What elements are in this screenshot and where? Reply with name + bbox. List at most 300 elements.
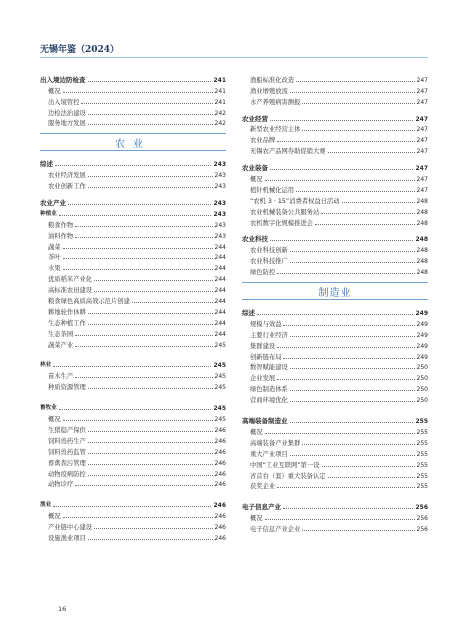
dot-leader	[342, 202, 415, 203]
spacer	[40, 488, 226, 498]
dot-leader	[290, 368, 415, 369]
toc-entry-page: 241	[214, 87, 226, 95]
toc-entry-page: 247	[416, 98, 428, 106]
toc-entry	[40, 359, 226, 370]
dot-leader	[68, 204, 211, 205]
toc-entry	[242, 425, 428, 436]
spacer	[242, 404, 428, 414]
toc-entry-page: 249	[416, 342, 428, 350]
dot-leader	[270, 169, 413, 170]
dot-leader	[132, 302, 213, 303]
toc-entry-page: 250	[416, 386, 428, 394]
toc-entry-label: 中国“工业互联网”第一设	[250, 461, 320, 469]
toc-entry-page: 241	[214, 98, 226, 106]
dot-leader	[88, 187, 213, 188]
toc-entry-label: 概况	[250, 176, 263, 184]
toc-entry-label: 植针机械化运用	[250, 186, 295, 194]
toc-entry-label: 茶叶	[48, 254, 61, 262]
toc-entry-label: 创新链布局	[250, 353, 282, 361]
toc-entry-page: 250	[416, 375, 428, 383]
toc-entry-page: 247	[416, 148, 428, 156]
toc-entry	[40, 509, 226, 520]
toc-entry	[242, 317, 428, 328]
toc-entry-page: 247	[416, 126, 428, 134]
toc-entry-page: 246	[214, 470, 226, 478]
toc-entry-page: 247	[415, 115, 428, 123]
section-banner-title: 农业	[115, 138, 151, 150]
dot-leader	[75, 335, 212, 336]
toc-entry-page: 246	[214, 534, 226, 542]
dot-leader	[283, 325, 414, 326]
toc-entry-label: 规模与效益	[250, 320, 282, 328]
dot-leader	[290, 92, 415, 93]
toc-entry-page: 244	[214, 276, 226, 284]
dot-leader	[63, 420, 213, 421]
toc-entry-page: 247	[416, 87, 428, 95]
toc-entry-page: 243	[214, 221, 226, 229]
toc-entry-label: 渔船标准化改造	[250, 76, 295, 84]
dot-leader	[265, 519, 415, 520]
section-banner-agriculture	[40, 127, 226, 157]
toc-entry	[40, 261, 226, 272]
toc-entry	[242, 511, 428, 522]
banner-rule	[40, 150, 226, 151]
toc-entry-label: 畜牧业	[40, 405, 57, 412]
toc-entry	[242, 500, 428, 511]
toc-entry-label: 重大产业项目	[250, 450, 288, 458]
toc-entry	[242, 328, 428, 339]
toc-entry-label: 农业科技推广	[250, 258, 288, 266]
dot-leader	[88, 176, 213, 177]
toc-entry	[242, 371, 428, 382]
dot-leader	[63, 269, 213, 270]
dot-leader	[88, 81, 212, 82]
toc-entry	[242, 361, 428, 372]
toc-entry-page: 241	[213, 76, 226, 84]
toc-entry	[242, 233, 428, 244]
toc-entry	[242, 339, 428, 350]
toc-entry-label: “农机 3 · 15”消费者权益日活动	[250, 197, 340, 205]
toc-entry-page: 248	[416, 197, 428, 205]
toc-entry-page: 246	[214, 524, 226, 532]
toc-entry-label: 农业创新工作	[48, 183, 86, 191]
toc-entry-label: 农业产业	[40, 199, 66, 208]
dot-leader	[88, 453, 213, 454]
toc-entry	[242, 161, 428, 172]
dot-leader	[296, 81, 414, 82]
toc-entry-label: 出入境管控	[48, 98, 80, 106]
dot-leader	[328, 477, 415, 478]
dot-leader	[53, 366, 211, 367]
toc-group	[40, 359, 226, 392]
toc-group	[40, 196, 226, 348]
toc-entry-label: 种质资源管理	[48, 384, 86, 392]
toc-entry-label: 主要行业经济	[250, 331, 288, 339]
dot-leader	[94, 291, 212, 292]
toc-entry-label: 饲料兽药监管	[48, 448, 86, 456]
toc-group	[242, 73, 428, 106]
toc-entry-label: 粮食作物	[48, 221, 74, 229]
banner-rule	[242, 299, 428, 300]
toc-group	[40, 401, 226, 488]
toc-entry	[242, 447, 428, 458]
toc-entry	[242, 216, 428, 227]
toc-entry-page: 244	[214, 287, 226, 295]
toc-entry-label: 生猪稳产保供	[48, 426, 86, 434]
toc-entry-label: 出入境边防检查	[40, 75, 86, 84]
toc-entry-page: 255	[416, 483, 428, 491]
toc-entry	[40, 434, 226, 445]
toc-entry-label: 蔬菜	[48, 243, 61, 251]
dot-leader	[290, 455, 415, 456]
dot-leader	[75, 377, 212, 378]
toc-entry-label: 企业发展	[250, 375, 276, 383]
toc-entry-label: 饲料兽药生产	[48, 437, 86, 445]
toc-entry-page: 256	[416, 515, 428, 523]
toc-entry	[40, 117, 226, 128]
toc-entry-label: 无锡农产品网券助促销大赛	[250, 148, 326, 156]
toc-entry-label: 概况	[48, 416, 61, 424]
toc-entry	[40, 179, 226, 190]
toc-entry-label: 农机数字化规模推进会	[250, 219, 313, 227]
toc-entry-label: 渔业	[40, 502, 52, 509]
toc-entry	[242, 480, 428, 491]
dot-leader	[290, 251, 415, 252]
toc-entry	[40, 478, 226, 489]
toc-group	[40, 73, 226, 127]
toc-entry-page: 249	[415, 310, 428, 318]
toc-entry	[242, 458, 428, 469]
toc-entry	[40, 294, 226, 305]
toc-entry-label: 绿色制造体系	[250, 386, 288, 394]
toc-entry-label: 绿色防控	[250, 269, 276, 277]
toc-entry	[40, 218, 226, 229]
toc-entry-label: 粮食绿色高质高效示范片创建	[48, 298, 130, 306]
toc-entry	[242, 382, 428, 393]
toc-entry	[40, 369, 226, 380]
toc-entry	[40, 327, 226, 338]
toc-entry	[242, 172, 428, 183]
banner-rule	[242, 282, 428, 283]
toc-entry-label: 集群建设	[250, 342, 276, 350]
dot-leader	[283, 508, 413, 509]
toc-entry-label: 农业品牌	[250, 137, 276, 145]
toc-entry	[242, 112, 428, 123]
dot-leader	[59, 409, 212, 410]
toc-entry-page: 255	[416, 428, 428, 436]
toc-entry	[40, 316, 226, 327]
toc-entry-page: 242	[214, 109, 226, 117]
toc-entry	[40, 168, 226, 179]
dot-leader	[321, 213, 414, 214]
toc-entry	[242, 194, 428, 205]
toc-entry-label: 概况	[48, 513, 61, 521]
toc-entry-label: 生态种植工作	[48, 319, 86, 327]
dot-leader	[88, 464, 213, 465]
dot-leader	[88, 124, 213, 125]
toc-entry	[242, 414, 428, 425]
toc-entry-label: 农业装备	[242, 164, 268, 173]
toc-entry	[242, 144, 428, 155]
dot-leader	[75, 346, 212, 347]
toc-entry	[242, 436, 428, 447]
toc-entry-label: 水产养殖病害测报	[250, 98, 301, 106]
dot-leader	[270, 120, 413, 121]
toc-entry-label: 获奖企业	[250, 483, 276, 491]
toc-entry-page: 244	[214, 298, 226, 306]
toc-entry-page: 245	[214, 341, 226, 349]
dot-leader	[257, 314, 413, 315]
toc-entry-label: 农业科技创新	[250, 247, 288, 255]
toc-entry-page: 248	[416, 247, 428, 255]
banner-rule	[40, 133, 226, 134]
toc-entry-label: 农业机械装备公共服务站	[250, 208, 320, 216]
dot-leader	[322, 466, 415, 467]
toc-entry	[40, 229, 226, 240]
toc-entry	[40, 251, 226, 262]
dot-leader	[81, 103, 212, 104]
toc-entry	[40, 240, 226, 251]
toc-entry-page: 247	[415, 165, 428, 173]
dot-leader	[315, 224, 415, 225]
toc-right-column	[242, 73, 428, 533]
toc-entry-label: 高端装备制造业	[242, 417, 288, 426]
toc-entry-label: 综述	[40, 160, 53, 169]
toc-entry	[242, 522, 428, 533]
toc-entry-page: 244	[214, 265, 226, 273]
toc-entry-label: 高标准农田建设	[48, 287, 93, 295]
dot-leader	[88, 539, 213, 540]
toc-entry-page: 247	[416, 186, 428, 194]
spacer	[40, 349, 226, 359]
toc-group	[242, 414, 428, 490]
toc-entry	[242, 133, 428, 144]
toc-entry-page: 246	[214, 459, 226, 467]
toc-entry-page: 246	[214, 437, 226, 445]
toc-entry-page: 248	[416, 208, 428, 216]
toc-entry	[242, 469, 428, 480]
toc-group	[242, 161, 428, 226]
toc-entry-page: 249	[416, 353, 428, 361]
toc-entry-page: 244	[214, 319, 226, 327]
dot-leader	[59, 215, 212, 216]
toc-entry-page: 247	[416, 76, 428, 84]
toc-entry-label: 水果	[48, 265, 61, 273]
toc-entry-label: 新型农业经营主体	[250, 126, 301, 134]
toc-entry-label: 生态茶园	[48, 330, 74, 338]
toc-entry-label: 农业经营	[242, 114, 268, 123]
toc-entry-page: 256	[416, 526, 428, 534]
dot-leader	[290, 401, 415, 402]
toc-entry-label: 边检法治建设	[48, 109, 86, 117]
dot-leader	[302, 130, 414, 131]
toc-entry	[40, 423, 226, 434]
dot-leader	[75, 237, 212, 238]
toc-entry-page: 245	[214, 416, 226, 424]
toc-entry-page: 246	[214, 448, 226, 456]
section-banner-manufacturing	[242, 276, 428, 306]
toc-entry-page: 249	[416, 320, 428, 328]
toc-entry-page: 242	[214, 120, 226, 128]
dot-leader	[88, 313, 213, 314]
dot-leader	[296, 191, 414, 192]
toc-entry-page: 246	[214, 513, 226, 521]
dot-leader	[277, 141, 414, 142]
toc-entry-page: 243	[213, 161, 226, 169]
toc-entry-label: 数智赋能建设	[250, 364, 288, 372]
toc-group	[242, 500, 428, 533]
toc-entry-label: 农业经济发展	[48, 172, 86, 180]
toc-entry-label: 苗木生产	[48, 373, 74, 381]
dot-leader	[290, 262, 415, 263]
toc-entry	[40, 338, 226, 349]
toc-entry	[242, 243, 428, 254]
toc-entry-label: 概况	[250, 515, 263, 523]
toc-entry-label: 种植业	[40, 210, 57, 217]
toc-entry-page: 255	[416, 461, 428, 469]
toc-entry	[40, 207, 226, 218]
toc-entry-page: 255	[416, 450, 428, 458]
toc-entry-page: 248	[415, 236, 428, 244]
toc-entry-page: 250	[416, 397, 428, 405]
dot-leader	[302, 444, 414, 445]
toc-entry-label: 农业科技	[242, 235, 268, 244]
dot-leader	[283, 358, 414, 359]
spacer	[40, 391, 226, 401]
toc-entry-label: 电子信息产业企业	[250, 526, 301, 534]
toc-entry-page: 243	[214, 183, 226, 191]
toc-entry	[242, 205, 428, 216]
toc-entry-label: 耕地轮作休耕	[48, 308, 86, 316]
toc-entry	[242, 393, 428, 404]
toc-entry-label: 概况	[48, 87, 61, 95]
toc-entry-page: 246	[213, 502, 226, 510]
toc-entry-label: 动物疫病防控	[48, 470, 86, 478]
toc-entry-page: 245	[214, 373, 226, 381]
dot-leader	[88, 475, 213, 476]
toc-entry-label: 概况	[250, 428, 263, 436]
toc-entry	[242, 265, 428, 276]
toc-entry-page: 243	[214, 172, 226, 180]
toc-entry-label: 油料作物	[48, 232, 74, 240]
toc-entry-page: 243	[214, 232, 226, 240]
toc-entry	[40, 84, 226, 95]
toc-group	[40, 498, 226, 542]
dot-leader	[302, 530, 414, 531]
toc-group	[242, 112, 428, 156]
page-number: 16	[58, 605, 67, 613]
toc-entry-page: 246	[214, 426, 226, 434]
toc-entry-label: 电子信息产业	[242, 503, 281, 512]
toc-entry-page: 247	[416, 176, 428, 184]
toc-entry-page: 248	[416, 219, 428, 227]
toc-entry-page: 244	[214, 254, 226, 262]
toc-entry	[40, 157, 226, 168]
toc-entry-page: 244	[214, 330, 226, 338]
dot-leader	[63, 258, 213, 259]
toc-group	[242, 233, 428, 277]
section-banner-title: 制造业	[318, 287, 352, 299]
toc-entry-page: 243	[213, 200, 226, 208]
dot-leader	[88, 388, 213, 389]
toc-entry-page: 245	[213, 362, 226, 370]
toc-entry-page: 246	[214, 481, 226, 489]
dot-leader	[63, 517, 213, 518]
toc-entry-page: 245	[213, 405, 226, 413]
dot-leader	[277, 273, 414, 274]
toc-entry-page: 255	[416, 439, 428, 447]
toc-entry	[242, 254, 428, 265]
toc-entry-label: 综述	[242, 309, 255, 318]
dot-leader	[88, 114, 213, 115]
toc-entry	[40, 531, 226, 542]
dot-leader	[88, 431, 213, 432]
dot-leader	[270, 240, 413, 241]
dot-leader	[277, 379, 414, 380]
dot-leader	[55, 165, 211, 166]
dot-leader	[88, 442, 213, 443]
toc-entry-label: 动物诊疗	[48, 481, 74, 489]
dot-leader	[63, 92, 213, 93]
dot-leader	[290, 336, 415, 337]
dot-leader	[302, 103, 414, 104]
dot-leader	[75, 226, 212, 227]
header-divider	[40, 57, 428, 58]
toc-entry-label: 优质稻米产业化	[48, 276, 93, 284]
spacer	[242, 490, 428, 500]
toc-entry-page: 245	[214, 384, 226, 392]
toc-entry-label: 渔业增殖放流	[250, 87, 288, 95]
dot-leader	[53, 506, 211, 507]
toc-entry	[40, 106, 226, 117]
toc-entry-page: 250	[416, 364, 428, 372]
dot-leader	[88, 324, 213, 325]
toc-entry-page: 243	[213, 210, 226, 218]
toc-entry	[40, 305, 226, 316]
toc-entry-page: 247	[416, 137, 428, 145]
dot-leader	[63, 248, 213, 249]
toc-entry	[242, 183, 428, 194]
dot-leader	[94, 280, 212, 281]
toc-entry-page: 248	[416, 269, 428, 277]
dot-leader	[328, 152, 415, 153]
toc-entry	[242, 350, 428, 361]
toc-entry-page: 255	[416, 472, 428, 480]
toc-entry-label: 产业链中心建设	[48, 524, 93, 532]
dot-leader	[277, 347, 414, 348]
toc-entry	[40, 467, 226, 478]
toc-entry-label: 高端装备产业集群	[250, 439, 301, 447]
toc-entry	[242, 306, 428, 317]
toc-entry-label: 营商环境优化	[250, 397, 288, 405]
toc-entry	[242, 84, 428, 95]
toc-entry	[40, 401, 226, 412]
toc-entry	[40, 272, 226, 283]
toc-entry-page: 244	[214, 308, 226, 316]
toc-entry-label: 服务地方发展	[48, 120, 86, 128]
dot-leader	[265, 433, 415, 434]
dot-leader	[290, 390, 415, 391]
dot-leader	[265, 180, 415, 181]
toc-entry	[40, 73, 226, 84]
toc-entry-label: 蔬菜产业	[48, 341, 74, 349]
toc-group	[242, 306, 428, 404]
toc-entry-page: 256	[415, 504, 428, 512]
toc-entry	[40, 456, 226, 467]
dot-leader	[277, 487, 414, 488]
dot-leader	[290, 422, 414, 423]
toc-entry	[40, 95, 226, 106]
